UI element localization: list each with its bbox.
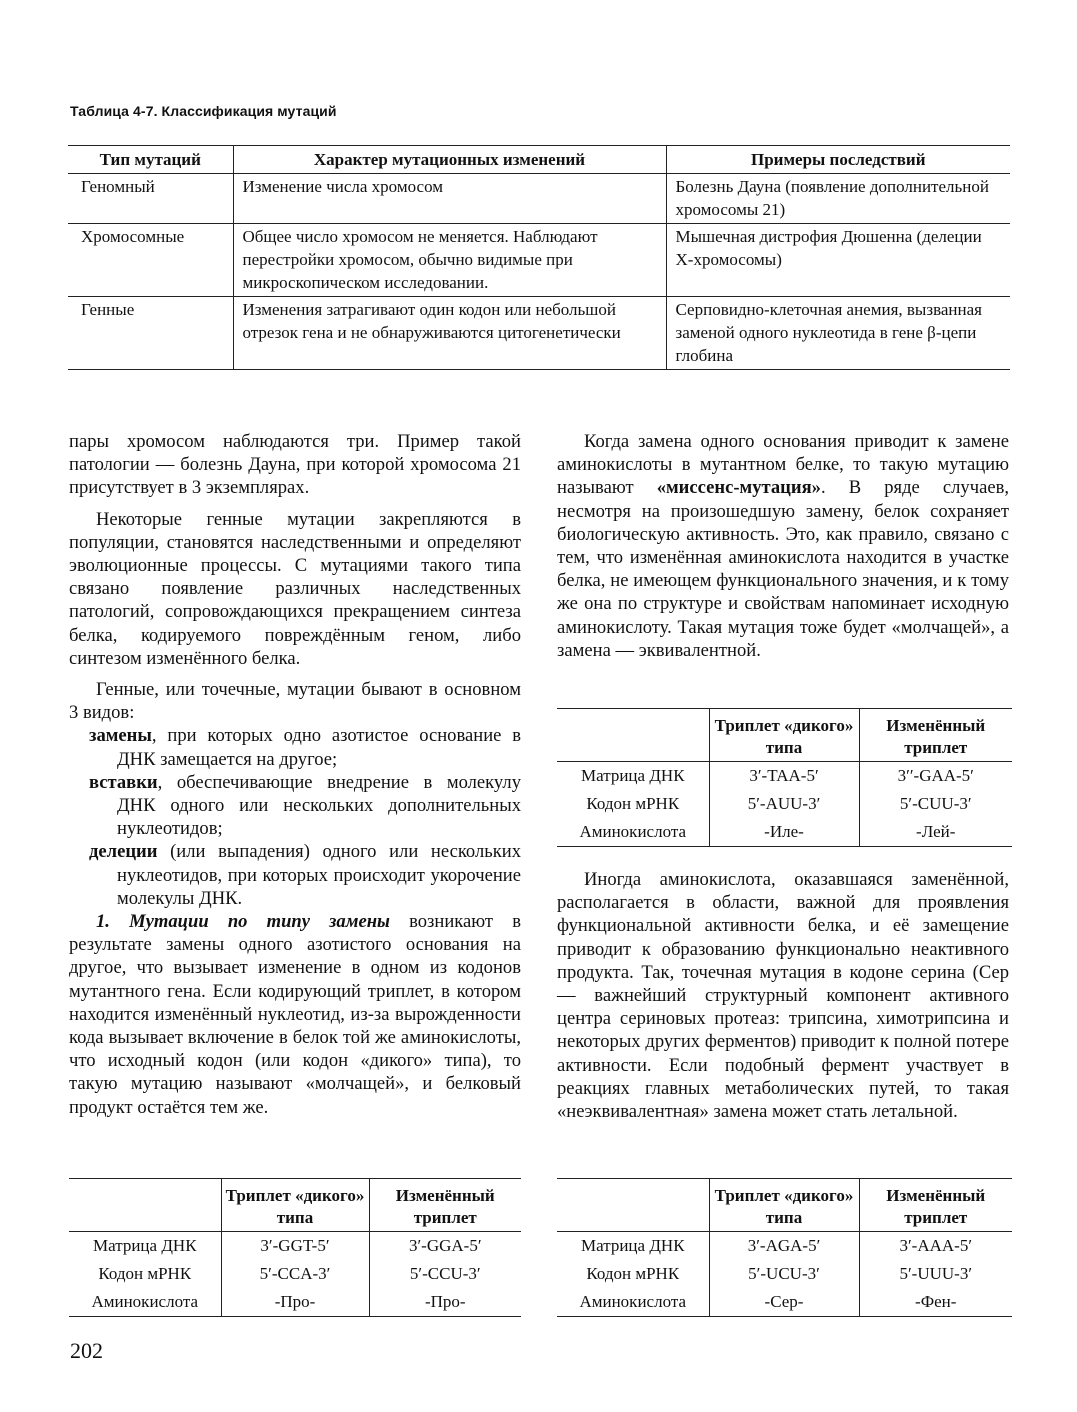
table-cell: 3′′-GAA-5′ — [859, 762, 1012, 791]
table-cell: 5′-CCU-3′ — [369, 1260, 521, 1288]
right-column — [557, 430, 1009, 670]
header-cell: Изменённый триплет — [859, 709, 1012, 762]
table-cell: 5′-UCU-3′ — [709, 1260, 859, 1288]
table-row — [68, 224, 1010, 297]
table-cell: Изменение числа хромосом — [233, 174, 666, 224]
table-row — [69, 1232, 521, 1261]
table-row — [68, 174, 1010, 224]
table-row — [68, 297, 1010, 370]
term: вставки — [89, 771, 158, 793]
table-row — [557, 1288, 1012, 1317]
table-cell: 3′-AGA-5′ — [709, 1232, 859, 1261]
term: делеции — [89, 841, 158, 863]
term: замены — [89, 725, 152, 747]
table-row — [69, 1260, 521, 1288]
table-cell: Матрица ДНК — [580, 766, 685, 785]
left-column — [69, 430, 521, 1127]
table-row — [557, 1260, 1012, 1288]
header-cell: Тип мутаций — [68, 146, 233, 174]
table-cell: Кодон мРНК — [586, 794, 680, 813]
paragraph — [557, 430, 1009, 662]
table-cell: 3′-TAA-5′ — [709, 762, 859, 791]
table-cell: Аминокислота — [557, 818, 709, 847]
right-column-lower — [557, 868, 1009, 1131]
paragraph: Генные, или точечные, мутации бывают в основном 3 видов: — [69, 679, 521, 724]
list-item-text: , обеспечивающие внедрение в молекулу ДНК одного или нескольких дополнительных нуклеотидов; — [117, 771, 521, 840]
list-item-text: , при которых одно азотистое основание в ДНК замещается на другое; — [117, 725, 521, 770]
list-item-text: (или выпадения) одного или нескольких нуклеотидов, при которых происходит укорочение молекулы ДНК. — [117, 841, 521, 909]
table-cell: 3′-AAA-5′ — [859, 1232, 1012, 1261]
table-cell: Матрица ДНК — [580, 1236, 685, 1255]
table-cell: -Лей- — [859, 818, 1012, 847]
paragraph — [69, 910, 521, 1119]
table-cell: 5′-AUU-3′ — [709, 790, 859, 818]
table-row — [557, 762, 1012, 791]
header-cell: Триплет «дикого» типа — [709, 1179, 859, 1232]
header-cell: Триплет «дикого» типа — [221, 1179, 369, 1232]
paragraph-text: Когда замена одного основания приводит к замене аминокислоты в мутантном белке, то такую мутацию называют — [557, 431, 1009, 499]
table-cell: Аминокислота — [557, 1288, 709, 1317]
table-cell: Изменения затрагивают один кодон или небольшой отрезок гена и не обнаруживаются цитогенетически — [233, 297, 666, 370]
list-item — [69, 840, 521, 910]
table-cell: 5′-CUU-3′ — [859, 790, 1012, 818]
header-cell — [69, 1179, 221, 1232]
list-item — [69, 771, 521, 841]
paragraph: Иногда аминокислота, оказавшаяся заменённой, располагается в области, важной для проявления функциональной активности белка, и её замещение приводит к образованию функционально неактивного продукта. Так, точечная мутация в кодоне серина (Сер — важнейший структурный компонент активного центра сериновых протеаз: трипсина, химотрипсина и некоторых других ферментов) приводит к полной потере активности. Если подобный фермент участвует в реакциях главных метаболических путей, то такая «неэквивалентная» замена может стать летальной. — [557, 869, 1009, 1123]
header-cell: Изменённый триплет — [859, 1179, 1012, 1232]
table-row — [557, 1232, 1012, 1261]
header-cell: Примеры последствий — [666, 146, 1010, 174]
header-cell — [557, 709, 709, 762]
header-cell: Триплет «дикого» типа — [709, 709, 859, 762]
table-cell: 5′-UUU-3′ — [859, 1260, 1012, 1288]
table-cell: -Иле- — [709, 818, 859, 847]
table-cell: -Фен- — [859, 1288, 1012, 1317]
table-cell: Генные — [68, 297, 233, 370]
mutation-types-list — [69, 724, 521, 910]
header-cell — [557, 1179, 709, 1232]
list-item — [69, 724, 521, 770]
table-cell: Кодон мРНК — [586, 1264, 680, 1283]
table-row — [557, 818, 1012, 847]
table-cell: Матрица ДНК — [92, 1236, 197, 1255]
paragraph: пары хромосом наблюдаются три. Пример такой патологии — болезнь Дауна, при которой хромосома 21 присутствует в 3 экземплярах. — [69, 431, 521, 499]
triplet-table-pro — [69, 1178, 521, 1317]
table-cell: Болезнь Дауна (появление дополнительной хромосомы 21) — [666, 174, 1010, 224]
table-cell: Мышечная дистрофия Дюшенна (делеции Х-хромосомы) — [666, 224, 1010, 297]
table-caption: Таблица 4-7. Классификация мутаций — [70, 103, 337, 119]
table-row — [69, 1288, 521, 1317]
paragraph-text: . В ряде случаев, несмотря на произошедшую замену, белок сохраняет биологическую активность. Это, как правило, связано с тем, что изменённая аминокислота находится в участке белка, не имеющем функционального значения, и к тому же она по структуре и свойствам напоминает исходную аминокислоту. Такая мутация тоже будет «молчащей», а замена — эквивалентной. — [557, 477, 1010, 661]
table-cell: -Про- — [369, 1288, 521, 1317]
table-cell: Серповидно-клеточная анемия, вызванная заменой одного нуклеотида в гене β-цепи глобина — [666, 297, 1010, 370]
table-cell: -Сер- — [709, 1288, 859, 1317]
table-cell: 3′-GGT-5′ — [221, 1232, 369, 1261]
page-number: 202 — [70, 1338, 103, 1363]
table-row — [557, 790, 1012, 818]
table-cell: Общее число хромосом не меняется. Наблюдают перестройки хромосом, обычно видимые при микроскопическом исследовании. — [233, 224, 666, 297]
mutation-classification-table — [68, 145, 1010, 370]
table-cell: Геномный — [68, 174, 233, 224]
header-cell: Изменённый триплет — [369, 1179, 521, 1232]
term: «миссенс-мутация» — [656, 477, 821, 499]
paragraph: Некоторые генные мутации закрепляются в популяции, становятся наследственными и определяют эволюционные процессы. С мутациями такого типа связано появление различных наследственных патологий, сопровождающихся прекращением синтеза белка, кодируемого повреждённым геном, либо синтезом изменённого белка. — [69, 508, 521, 669]
table-cell: Хромосомные — [68, 224, 233, 297]
triplet-table-ser-phe — [557, 1178, 1012, 1317]
table-cell: 5′-CCA-3′ — [221, 1260, 369, 1288]
table-cell: Кодон мРНК — [98, 1264, 192, 1283]
table-cell: 3′-GGA-5′ — [369, 1232, 521, 1261]
table-cell: Аминокислота — [69, 1288, 221, 1317]
paragraph-text: возникают в результате замены одного азотистого основания на другое, что вызывает изменение в одном из кодонов мутантного гена. Если кодирующий триплет, в котором находится изменённый нуклеотид, из-за вырожденности кода вызывает включение в белок той же аминокислоты, что исходный кодон (или кодон «дикого» типа), то такую мутацию называют «молчащей», и белковый продукт остаётся тем же. — [69, 911, 521, 1118]
section-heading: 1. Мутации по типу замены — [96, 911, 390, 933]
table-cell: -Про- — [221, 1288, 369, 1317]
triplet-table-ile-leu — [557, 708, 1012, 847]
header-cell: Характер мутационных изменений — [233, 146, 666, 174]
table-header-row — [68, 146, 1010, 174]
